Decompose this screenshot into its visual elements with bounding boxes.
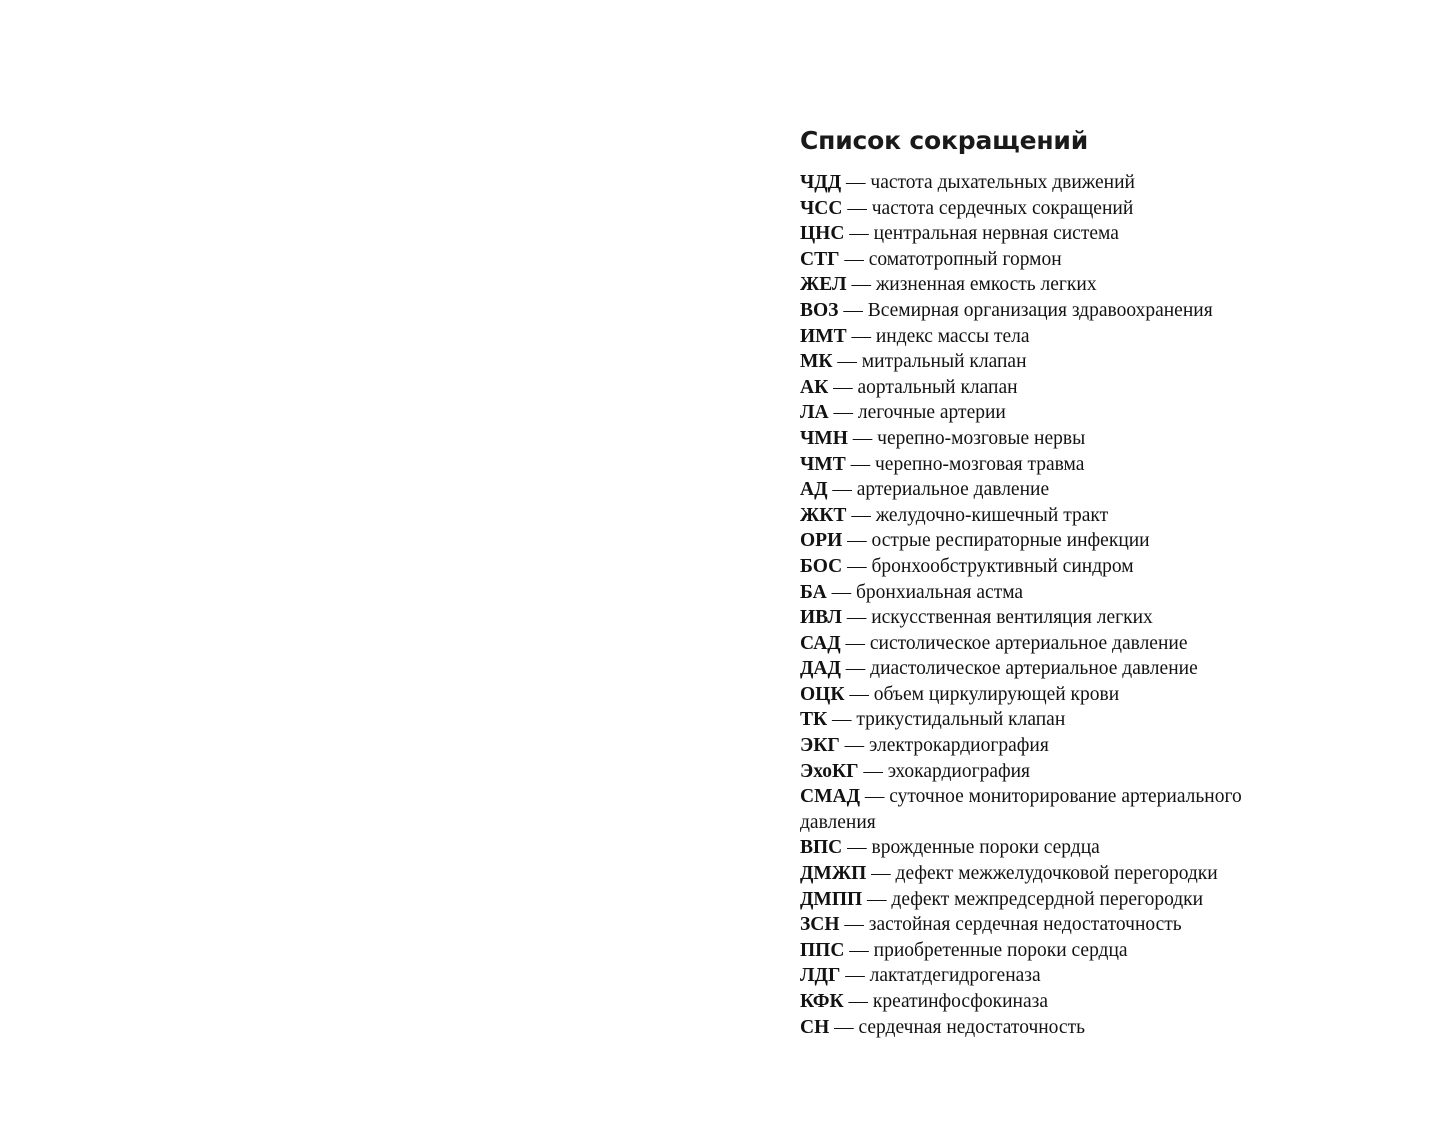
list-item — [800, 605, 1320, 631]
abbreviation-definition: острые респираторные инфекции — [871, 530, 1150, 552]
abbreviation-term: АД — [800, 479, 828, 501]
abbreviation-term: ВПС — [800, 837, 843, 859]
abbreviations-section — [800, 126, 1320, 1040]
abbreviation-separator: — — [849, 939, 869, 961]
abbreviation-separator: — — [845, 658, 866, 680]
abbreviation-term: КФК — [800, 991, 844, 1012]
abbreviation-definition: соматотропный гормон — [868, 248, 1062, 270]
abbreviation-term: СН — [800, 1016, 830, 1038]
list-item — [800, 324, 1320, 350]
abbreviation-definition: частота сердечных сокращений — [871, 197, 1134, 219]
list-item — [800, 375, 1320, 401]
abbreviation-separator: — — [852, 427, 873, 449]
abbreviation-definition: приобретенные пороки сердца — [873, 939, 1128, 961]
abbreviation-term: ДАД — [800, 658, 841, 680]
abbreviation-term: ЧДД — [800, 172, 842, 193]
list-item — [800, 989, 1320, 1015]
list-item — [800, 503, 1320, 529]
abbreviation-definition: трикустидальный клапан — [856, 709, 1066, 731]
abbreviation-separator: — — [848, 991, 868, 1012]
abbreviation-separator: — — [864, 786, 885, 808]
list-item — [800, 656, 1320, 682]
abbreviation-term: СТГ — [800, 248, 840, 270]
abbreviation-term: ЧМТ — [800, 453, 846, 475]
abbreviation-separator: — — [844, 914, 864, 936]
list-item — [800, 528, 1320, 554]
abbreviation-definition: жизненная емкость легких — [875, 274, 1097, 296]
abbreviation-definition: легочные артерии — [857, 402, 1006, 424]
abbreviation-term: АК — [800, 376, 829, 398]
abbreviation-definition: эхокардиография — [887, 760, 1031, 782]
abbreviation-definition: желудочно-кишечный тракт — [875, 504, 1109, 526]
abbreviation-term: ЗСН — [800, 914, 840, 936]
abbreviation-separator: — — [844, 735, 865, 757]
abbreviation-separator: — — [831, 581, 852, 603]
abbreviation-term: САД — [800, 632, 841, 654]
abbreviation-separator: — — [847, 555, 867, 577]
abbreviation-term: ДМПП — [800, 888, 863, 910]
list-item — [800, 400, 1320, 426]
abbreviation-separator: — — [844, 248, 864, 270]
abbreviation-separator: — — [851, 504, 871, 526]
abbreviation-separator: — — [871, 863, 891, 885]
abbreviation-separator: — — [847, 837, 867, 859]
abbreviation-term: ЧСС — [800, 197, 843, 219]
abbreviation-term: ЦНС — [800, 223, 845, 245]
abbreviation-term: ОРИ — [800, 530, 843, 552]
abbreviation-separator: — — [832, 709, 852, 731]
abbreviation-definition: бронхиальная астма — [855, 581, 1024, 603]
list-item — [800, 477, 1320, 503]
abbreviation-definition: центральная нервная система — [873, 223, 1119, 245]
abbreviation-term: ЛДГ — [800, 965, 841, 987]
abbreviation-definition: частота дыхательных движений — [870, 172, 1135, 193]
page-title: Список сокращений — [800, 126, 1089, 155]
list-item — [800, 759, 1320, 785]
abbreviation-definition: митральный клапан — [861, 351, 1027, 373]
abbreviation-definition: индекс массы тела — [875, 325, 1030, 347]
abbreviation-separator: — — [863, 760, 883, 782]
abbreviation-term: СМАД — [800, 786, 860, 808]
abbreviation-separator: — — [843, 299, 863, 321]
abbreviation-separator: — — [834, 1016, 854, 1038]
abbreviation-definition: сердечная недостаточность — [858, 1016, 1085, 1038]
list-item — [800, 784, 1320, 835]
abbreviation-separator: — — [849, 683, 869, 705]
abbreviation-term: ОЦК — [800, 683, 845, 705]
list-item — [800, 887, 1320, 913]
abbreviation-definition: креатинфосфокиназа — [872, 991, 1049, 1012]
list-item — [800, 196, 1320, 222]
abbreviation-separator: — — [847, 197, 867, 219]
list-item — [800, 938, 1320, 964]
abbreviation-term: ВОЗ — [800, 299, 839, 321]
abbreviation-term: ЖЕЛ — [800, 274, 847, 296]
abbreviation-term: ЖКТ — [800, 504, 847, 526]
list-item — [800, 452, 1320, 478]
abbreviation-definition: врожденные пороки сердца — [871, 837, 1100, 859]
list-item — [800, 631, 1320, 657]
list-item — [800, 247, 1320, 273]
abbreviation-definition: черепно-мозговая травма — [874, 453, 1085, 475]
abbreviation-term: БОС — [800, 555, 843, 577]
abbreviation-separator: — — [850, 453, 871, 475]
abbreviation-definition: артериальное давление — [856, 479, 1050, 501]
abbreviation-definition: аортальный клапан — [857, 376, 1018, 398]
abbreviation-separator: — — [833, 376, 853, 398]
abbreviation-definition: суточное мониторирование артериального давления — [800, 786, 1242, 833]
abbreviation-definition: черепно-мозговые нервы — [877, 427, 1086, 449]
abbreviation-separator: — — [847, 530, 867, 552]
abbreviation-definition: дефект межпредсердной перегородки — [891, 888, 1204, 910]
abbreviation-definition: искусственная вентиляция легких — [871, 607, 1153, 629]
abbreviation-term: ИМТ — [800, 325, 847, 347]
abbreviation-separator: — — [846, 172, 866, 193]
list-item — [800, 682, 1320, 708]
abbreviation-term: ИВЛ — [800, 607, 842, 629]
list-item — [800, 1015, 1320, 1041]
abbreviation-definition: Всемирная организация здравоохранения — [867, 299, 1213, 321]
abbreviation-term: ЧМН — [800, 427, 848, 449]
abbreviation-separator: — — [849, 223, 869, 245]
list-item — [800, 963, 1320, 989]
list-item — [800, 426, 1320, 452]
abbreviation-separator: — — [867, 888, 887, 910]
abbreviation-separator: — — [833, 402, 853, 424]
list-item — [800, 349, 1320, 375]
abbreviation-term: ЛА — [800, 402, 829, 424]
list-item — [800, 298, 1320, 324]
abbreviation-definition: дефект межжелудочковой перегородки — [895, 863, 1218, 885]
abbreviation-separator: — — [846, 607, 867, 629]
list-item — [800, 835, 1320, 861]
abbreviation-term: ППС — [800, 939, 845, 961]
list-item — [800, 272, 1320, 298]
list-item — [800, 554, 1320, 580]
list-item — [800, 170, 1320, 196]
list-item — [800, 221, 1320, 247]
abbreviation-separator: — — [851, 325, 871, 347]
abbreviations-list — [800, 170, 1320, 1040]
abbreviation-term: ДМЖП — [800, 863, 867, 885]
abbreviation-separator: — — [851, 274, 871, 296]
list-item — [800, 580, 1320, 606]
abbreviation-separator: — — [845, 965, 865, 987]
list-item — [800, 733, 1320, 759]
abbreviation-term: ЭхоКГ — [800, 760, 859, 782]
abbreviation-term: МК — [800, 351, 833, 373]
abbreviation-definition: застойная сердечная недостаточность — [868, 914, 1182, 936]
abbreviation-definition: электрокардиография — [869, 735, 1049, 757]
abbreviation-term: ЭКГ — [800, 735, 840, 757]
abbreviation-definition: бронхообструктивный синдром — [871, 555, 1134, 577]
abbreviation-term: БА — [800, 581, 827, 603]
abbreviation-definition: систолическое артериальное давление — [869, 632, 1188, 654]
abbreviation-separator: — — [845, 632, 865, 654]
list-item — [800, 707, 1320, 733]
abbreviation-term: ТК — [800, 709, 828, 731]
list-item — [800, 861, 1320, 887]
list-item — [800, 912, 1320, 938]
abbreviation-definition: диастолическое артериальное давление — [870, 658, 1198, 680]
abbreviation-definition: лактатдегидрогеназа — [869, 965, 1041, 987]
abbreviation-separator: — — [837, 351, 857, 373]
abbreviation-definition: объем циркулирующей крови — [873, 683, 1120, 705]
abbreviation-separator: — — [832, 479, 852, 501]
